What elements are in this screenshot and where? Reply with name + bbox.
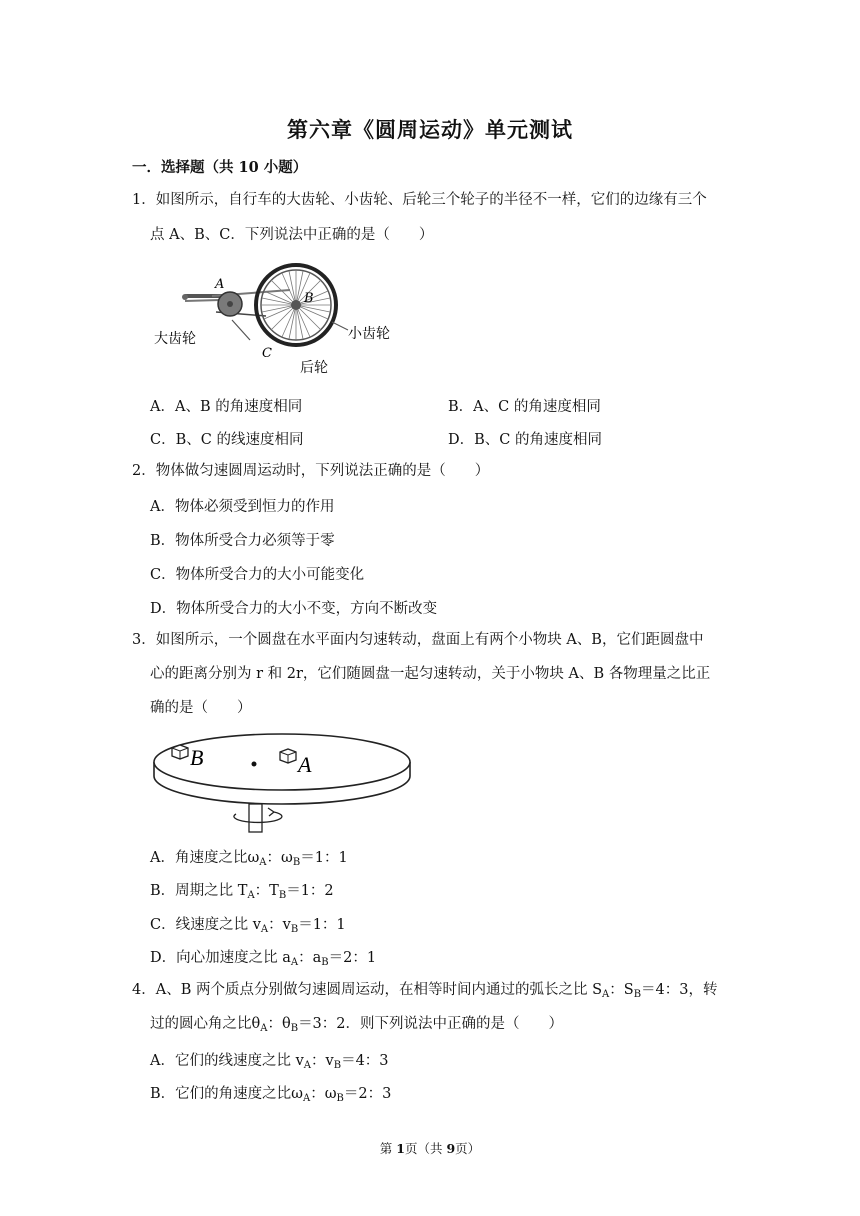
rear-wheel-shape: [256, 265, 336, 345]
q3-stem-line1: 3．如图所示，一个圆盘在水平面内匀速转动，盘面上有两个小物块 A、B，它们距圆盘中: [132, 632, 704, 648]
q3-option-d: D．向心加速度之比 $a_A$：$a_B=2$：1: [150, 950, 377, 968]
rotating-disc-figure: [150, 728, 412, 836]
q4-option-b: B．它们的角速度之比$\omega_A$：$\omega_B=2$：3: [150, 1086, 392, 1104]
page-footer: 第 1页（共 9页）: [379, 1141, 481, 1156]
disc-center-dot: [252, 762, 257, 767]
q3-stem-line3: 确的是（ ）: [150, 700, 252, 716]
q1-option-a: A．A、B 的角速度相同: [150, 399, 303, 415]
q2-option-d: D．物体所受合力的大小不变，方向不断改变: [150, 601, 438, 617]
q2-option-a: A．物体必须受到恒力的作用: [150, 499, 335, 515]
q2-stem: 2．物体做匀速圆周运动时，下列说法正确的是（ ）: [132, 463, 490, 479]
q3-option-a: A．角速度之比$\omega_A$：$\omega_B=1$：1: [150, 850, 348, 868]
q1-stem-line1: 1．如图所示，自行车的大齿轮、小齿轮、后轮三个轮子的半径不一样，它们的边缘有三个: [132, 192, 707, 208]
figure-label-b: B: [190, 745, 204, 770]
figure-label-a: A: [298, 752, 312, 777]
block-b-icon: [172, 745, 188, 759]
figure-label-small-gear: 小齿轮: [348, 326, 390, 342]
figure-label-a: A: [215, 277, 225, 292]
figure-label-big-gear: 大齿轮: [154, 331, 196, 347]
q4-stem-line2: 过的圆心角之比$\theta_A$：$\theta_B=3$：2．则下列说法中正确的是（ ）: [150, 1016, 564, 1034]
block-a-icon: [280, 749, 296, 763]
figure-label-b: B: [304, 291, 314, 306]
q2-option-c: C．物体所受合力的大小可能变化: [150, 567, 365, 583]
q2-option-b: B．物体所受合力必须等于零: [150, 533, 335, 549]
q1-option-b: B．A、C 的角速度相同: [448, 399, 601, 415]
figure-label-rear-wheel: 后轮: [300, 360, 328, 376]
q3-option-b: B．周期之比 $T_A$：$T_B=1$：2: [150, 883, 334, 901]
page-title: 第六章《圆周运动》单元测试: [287, 117, 573, 142]
figure-label-c: C: [262, 346, 272, 361]
q4-option-a: A．它们的线速度之比 $v_A$：$v_B=4$：3: [150, 1053, 389, 1071]
q1-option-c: C．B、C 的线速度相同: [150, 432, 304, 448]
bicycle-gear-figure: [150, 258, 402, 378]
q1-stem-line2: 点 A、B、C．下列说法中正确的是（ ）: [150, 227, 434, 243]
q3-option-c: C．线速度之比 $v_A$：$v_B=1$：1: [150, 917, 346, 935]
q4-stem-line1: 4．A、B 两个质点分别做匀速圆周运动，在相等时间内通过的弧长之比 $S_A$：$S_B=4$：3，转: [132, 982, 718, 1000]
q1-option-d: D．B、C 的角速度相同: [448, 432, 602, 448]
q3-stem-line2: 心的距离分别为 r 和 2r，它们随圆盘一起匀速转动，关于小物块 A、B 各物理量之比正: [150, 666, 711, 682]
axle-shape: [249, 804, 262, 832]
section-heading: 一．选择题（共 10 小题）: [132, 159, 308, 176]
